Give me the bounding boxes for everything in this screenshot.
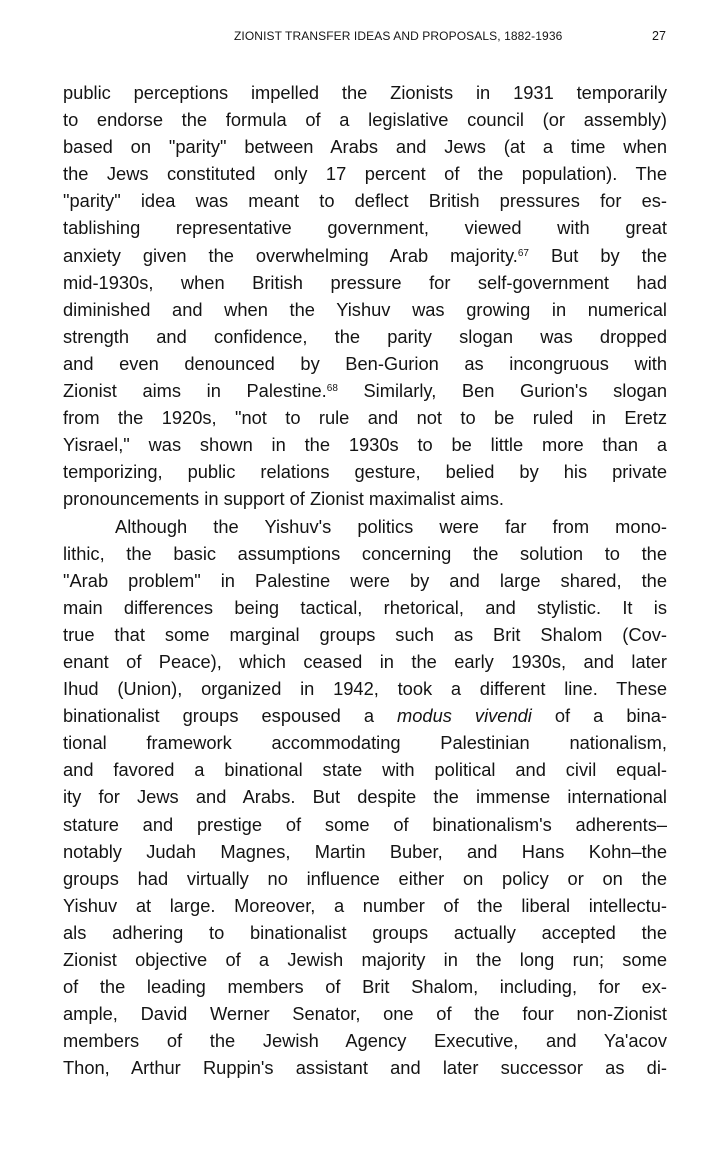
- text-line: true that some marginal groups such as Brit Shalom (Cov-: [63, 623, 667, 645]
- text-line: mid-1930s, when British pressure for self-government had: [63, 271, 667, 293]
- text-line: Yisrael," was shown in the 1930s to be little more than a: [63, 434, 667, 456]
- text-line: of the leading members of Brit Shalom, including, for ex-: [63, 976, 667, 998]
- text-line: tablishing representative government, viewed with great: [63, 217, 667, 239]
- text-line: anxiety given the overwhelming Arab majority.$^{67}$ But by the: [63, 244, 667, 266]
- text-line: the Jews constituted only 17 percent of the population). The: [63, 163, 667, 185]
- text-line: public perceptions impelled the Zionists in 1931 temporarily: [63, 82, 667, 103]
- text-line: Zionist aims in Palestine.$^{68}$ Similarly, Ben Gurion's slogan: [63, 380, 667, 402]
- text-line: and favored a binational state with political and civil equal-: [63, 759, 667, 781]
- text-line: to endorse the formula of a legislative council (or assembly): [63, 109, 667, 131]
- paragraph-2: [63, 513, 667, 1082]
- text-line: enant of Peace), which ceased in the early 1930s, and later: [63, 650, 667, 672]
- text-line: ity for Jews and Arabs. But despite the immense international: [63, 786, 667, 808]
- text-line: "parity" idea was meant to deflect British pressures for es-: [63, 190, 667, 212]
- text-line: lithic, the basic assumptions concerning the solution to the: [63, 542, 667, 564]
- text-line: Thon, Arthur Ruppin's assistant and later successor as di-: [63, 1057, 667, 1079]
- text-line: main differences being tactical, rhetorical, and stylistic. It is: [63, 596, 667, 618]
- text-line: "Arab problem" in Palestine were by and large shared, the: [63, 569, 667, 591]
- text-line: stature and prestige of some of binationalism's adherents–: [63, 813, 667, 835]
- text-line: pronouncements in support of Zionist maximalist aims.: [63, 488, 504, 510]
- text-line: Although the Yishuv's politics were far from mono-: [115, 515, 667, 537]
- text-line: members of the Jewish Agency Executive, and Ya'acov: [63, 1030, 667, 1052]
- text-line: strength and confidence, the parity slogan was dropped: [63, 325, 667, 347]
- text-line: diminished and when the Yishuv was growing in numerical: [63, 298, 667, 320]
- text-line: tional framework accommodating Palestinian nationalism,: [63, 732, 667, 754]
- text-line: Yishuv at large. Moreover, a number of the liberal intellectu-: [63, 894, 667, 916]
- text-line: ample, David Werner Senator, one of the four non-Zionist: [63, 1003, 667, 1025]
- text-line: based on "parity" between Arabs and Jews (at a time when: [63, 136, 667, 158]
- text-line: groups had virtually no influence either on policy or on the: [63, 867, 667, 889]
- page-number: 27: [652, 29, 667, 43]
- footnote-ref-67[interactable]: 67: [517, 247, 529, 259]
- text-line: Ihud (Union), organized in 1942, took a different line. These: [63, 678, 667, 700]
- text-line: and even denounced by Ben-Gurion as incongruous with: [63, 352, 667, 374]
- text-line: als adhering to binationalist groups actually accepted the: [63, 921, 667, 943]
- italic-term: modus vivendi: [397, 705, 532, 727]
- text-line: from the 1920s, "not to rule and not to be ruled in Eretz: [63, 407, 667, 429]
- page-header: [0, 25, 727, 45]
- text-line: temporizing, public relations gesture, belied by his private: [63, 461, 667, 483]
- body-text: [63, 79, 667, 1081]
- text-line: notably Judah Magnes, Martin Buber, and Hans Kohn–the: [63, 840, 667, 862]
- footnote-ref-68[interactable]: 68: [326, 383, 338, 395]
- paragraph-1: [63, 79, 667, 513]
- running-head: ZIONIST TRANSFER IDEAS AND PROPOSALS, 1882-1936: [234, 29, 563, 43]
- text-line: Zionist objective of a Jewish majority in the long run; some: [63, 949, 667, 970]
- text-line: binationalist groups espoused a modus vivendi of a bina-: [63, 705, 667, 727]
